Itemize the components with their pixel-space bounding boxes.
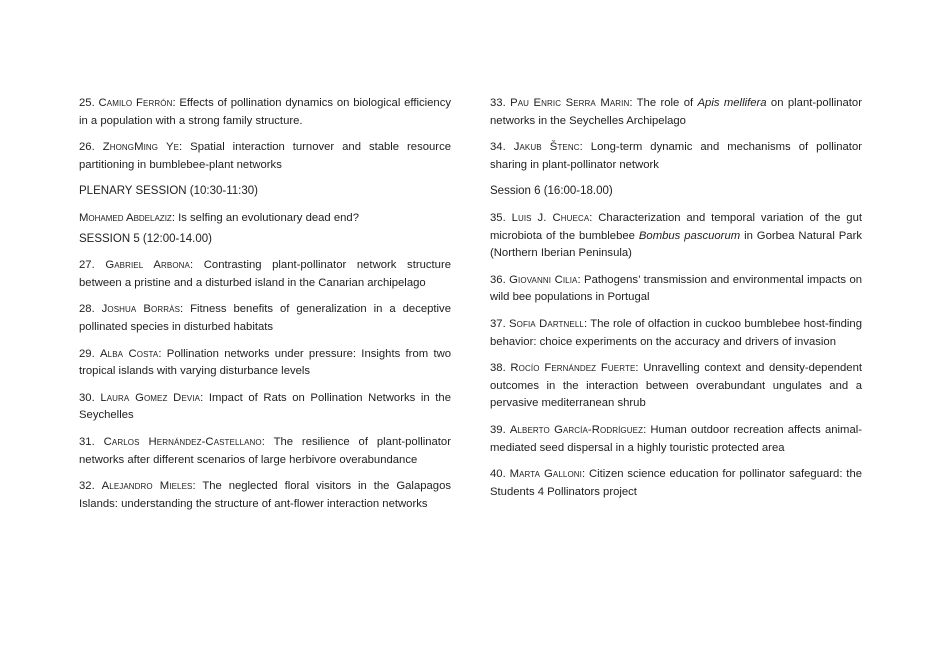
plenary-separator: : xyxy=(171,211,179,224)
program-entry xyxy=(490,139,862,174)
entry-author: Alberto García-Rodríguez xyxy=(509,423,644,436)
entry-number: 28. xyxy=(79,303,95,316)
left-column xyxy=(79,95,451,522)
entry-number: 30. xyxy=(79,391,95,404)
entry-author: Gabriel Arbona xyxy=(105,259,190,272)
program-entry xyxy=(490,210,862,263)
entry-separator: : xyxy=(635,362,644,375)
entry-separator: : xyxy=(179,141,191,154)
entry-number: 32. xyxy=(79,480,95,493)
entry-title: The role of olfaction in cuckoo bumblebee host-finding behavior: choice experiments on the accuracy and drivers of invasion xyxy=(490,317,862,348)
entry-number: 31. xyxy=(79,435,95,448)
entry-number: 34. xyxy=(490,141,506,154)
entry-author: Luis J. Chueca xyxy=(511,211,590,224)
entry-separator: : xyxy=(261,435,274,448)
entry-title: Unravelling context and density-dependent outcomes in the interaction between overabundant ungulates and a pervasive mediterranean shrub xyxy=(490,362,863,410)
entry-title: Effects of pollination dynamics on biological efficiency in a population with a strong family structure. xyxy=(79,97,451,127)
entry-separator: : xyxy=(189,259,204,272)
entry-title: The resilience of plant-pollinator networks after different scenarios of large herbivore overabundance xyxy=(79,435,451,466)
entry-number: 33. xyxy=(490,97,506,109)
program-entry xyxy=(79,346,451,381)
entry-author: Jakub Štenc xyxy=(513,141,580,154)
entry-title: Spatial interaction turnover and stable resource partitioning in bumblebee-plant networks xyxy=(79,141,452,171)
entry-separator: : xyxy=(200,391,209,404)
entry-separator: : xyxy=(589,211,599,224)
entry-title: Impact of Rats on Pollination Networks in the Seychelles xyxy=(79,391,451,422)
program-entry xyxy=(79,434,451,469)
entry-title-continued: on plant-pollinator networks in the Seychelles Archipelago xyxy=(490,97,862,127)
entry-author: Giovanni Cilia xyxy=(509,273,578,286)
plenary-talk xyxy=(79,210,451,228)
entry-number: 38. xyxy=(490,362,506,375)
session-5-heading: SESSION 5 (12:00-14.00) xyxy=(79,232,212,245)
program-entry xyxy=(79,390,451,425)
entry-author: ZhongMing Ye xyxy=(102,141,180,154)
entry-author: Carlos Hernández-Castellano xyxy=(103,435,262,448)
plenary-title: Is selfing an evolutionary dead end? xyxy=(178,211,359,224)
entry-separator: : xyxy=(579,141,591,154)
entry-number: 39. xyxy=(490,423,506,436)
entry-author: Rocío Fernández Fuerte xyxy=(510,362,636,375)
program-entry xyxy=(490,316,862,351)
entry-title: Characterization and temporal variation of the gut microbiota of the bumblebee xyxy=(490,211,862,242)
entry-number: 27. xyxy=(79,259,95,272)
program-entry xyxy=(79,301,451,336)
entry-number: 26. xyxy=(79,141,95,154)
entry-title-continued: in Gorbea Natural Park (Northern Iberian Peninsula) xyxy=(490,229,862,260)
program-entry xyxy=(490,360,862,413)
entry-separator: : xyxy=(172,97,180,109)
entry-separator: : xyxy=(643,423,651,436)
entry-separator: : xyxy=(192,480,203,493)
entry-separator: : xyxy=(581,468,589,481)
entry-author: Camilo Ferrón xyxy=(98,97,173,109)
entry-title: Long-term dynamic and mechanisms of pollinator sharing in plant-pollinator network xyxy=(490,141,862,171)
entry-number: 25. xyxy=(79,97,95,109)
entry-number: 29. xyxy=(79,347,95,360)
program-entry xyxy=(79,95,451,130)
species-name: Apis mellifera xyxy=(697,97,767,109)
species-name: Bombus pascuorum xyxy=(638,229,741,242)
entry-author: Alejandro Mieles xyxy=(101,480,193,493)
entry-author: Sofia Dartnell xyxy=(509,317,584,330)
program-entry xyxy=(79,257,451,292)
entry-author: Laura Gomez Devia xyxy=(100,391,201,404)
program-entry xyxy=(79,139,451,174)
entry-number: 36. xyxy=(490,273,506,286)
entry-title: Citizen science education for pollinator safeguard: the Students 4 Pollinators project xyxy=(490,468,863,498)
entry-title: The neglected floral visitors in the Galapagos Islands: understanding the structure of ant-flower interaction networks xyxy=(79,480,452,510)
entry-separator: : xyxy=(629,97,637,109)
entry-title: Fitness benefits of generalization in a deceptive pollinated species in disturbed habitats xyxy=(79,303,451,333)
entry-separator: : xyxy=(577,273,585,286)
program-entry xyxy=(490,272,862,307)
entry-author: Joshua Borràs xyxy=(101,303,181,316)
program-entry xyxy=(490,95,862,130)
entry-separator: : xyxy=(583,317,591,330)
entry-number: 35. xyxy=(490,211,506,224)
entry-title: Pathogens’ transmission and environmental impacts on wild bee populations in Portugal xyxy=(490,273,863,304)
program-entry xyxy=(79,478,451,513)
entry-title: Contrasting plant-pollinator network structure between a pristine and a disturbed island in the Canarian archipelago xyxy=(79,259,451,289)
entry-number: 40. xyxy=(490,468,506,481)
entry-separator: : xyxy=(158,347,167,360)
entry-title: Pollination networks under pressure: Insights from two tropical islands with varying disturbance levels xyxy=(79,347,452,378)
entry-number: 37. xyxy=(490,317,506,330)
entry-title: The role of xyxy=(636,97,698,109)
entry-author: Marta Galloni xyxy=(509,468,582,481)
program-entry xyxy=(490,422,862,457)
entry-author: Alba Costa xyxy=(100,347,159,360)
entry-title: Human outdoor recreation affects animal-mediated seed dispersal in a highly touristic protected area xyxy=(490,423,863,454)
plenary-session-heading: PLENARY SESSION (10:30-11:30) xyxy=(79,185,258,198)
plenary-author: Mohamed Abdelaziz xyxy=(79,211,172,224)
session-6-heading: Session 6 (16:00-18.00) xyxy=(490,185,613,198)
entry-separator: : xyxy=(180,303,191,316)
entry-author: Pau Enric Serra Marin xyxy=(510,97,630,109)
program-entry xyxy=(490,466,862,501)
right-column xyxy=(490,95,862,510)
